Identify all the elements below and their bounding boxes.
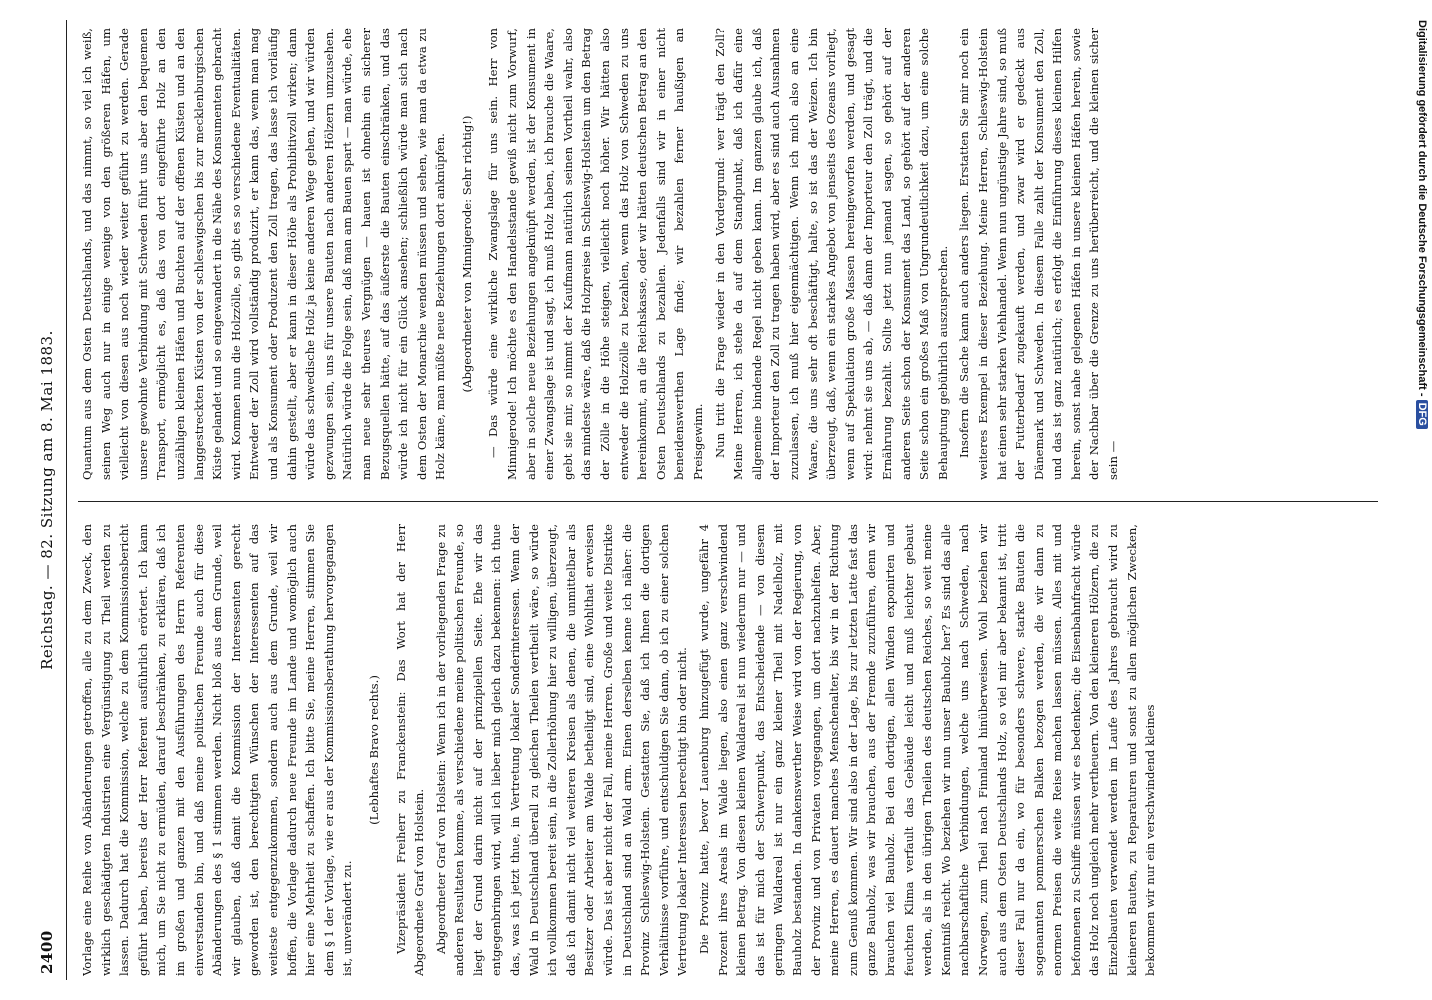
paragraph: Insofern die Sache kann auch anders liegen. Erstatten Sie mir noch ein weiteres Exempel in dieser Beziehung. Meine Herren, Schleswig-Holstein hat einen sehr starken Viehhandel. Wenn nun ungünstige Jahre sind, so muß der Futterbedarf zugekauft werden, und zwar wird er gedeckt aus Dänemark und Schweden. In diesem Falle zahlt der Konsument den Zoll, und das ist ganz natürlich; es erfolgt die Einführung dieses kleinen Hilfen herein, sonst nahe gelegenen Häfen in unsere kleinen Häfen herein, sowie der Nachbar über die Grenze zu uns herüberreicht, und die kleinen sicher sein — [957, 28, 1121, 480]
digitization-text: Digitalisierung gefördert durch die Deutsche Forschungsgemeinschaft - [1416, 20, 1428, 397]
header-rule [66, 20, 67, 980]
page-number: 2400 [38, 930, 56, 974]
dfg-logo: DFG [1416, 400, 1428, 429]
paragraph: Vizepräsident Freiherr zu Franckenstein: Das Wort hat der Herr Abgeordnete Graf von Holstein. [393, 524, 427, 976]
paragraph: Vorlage eine Reihe von Abänderungen getroffen, alle zu dem Zweck, den wirklich geschädigten Industrien eine Vergünstigung zu Theil werden zu lassen. Dadurch hat die Kommission, welche zu dem Kommissionsbericht geführt haben, bereits der Herr Referent ausführlich erörtert. Ich kann mich, um Sie nicht zu ermüden, darauf beschränken, zu erklären, daß ich im großen und ganzen mit den Ausführungen des Herrn Referenten einverstanden bin, und daß meine politischen Freunde auch für diese Abänderungen des § 1 stimmen werden. Nicht bloß aus dem Grunde, weil wir glauben, daß damit die Kommission der Interessenten gerecht geworden ist, den berechtigten Wünschen der Interessenten auf das weiteste entgegenzukommen, sondern auch aus dem Grunde, weil wir hoffen, die Vorlage dadurch neue Freunde im Lande und womöglich auch hier eine Mehrheit zu schaffen. Ich bitte Sie, meine Herren, stimmen Sie dem § 1 der Vorlage, wie er aus der Kommissionsberathung hervorgegangen ist, unverändert zu. [80, 524, 355, 976]
interjection: (Abgeordneter von Minnigerode: Sehr richtig!) [459, 115, 474, 393]
right-column [78, 28, 1378, 480]
paragraph: Abgeordneter Graf von Holstein: Wenn ich in der vorliegenden Frage zu anderen Resultaten komme, als verschiedene meine politischen Freunde, so liegt der Grund darin nicht auf der prinzipiellen Seite. Ehe wir das entgegenbringen wird, will ich lieber mich gleich dazu bekennen: ich thue das, was ich jetzt thue, in Vertretung lokaler Sonderinteressen. Wenn der Wald in Deutschland überall zu gleichen Theilen vertheilt wäre, so würde ich vollkommen bereit sein, in die Zollerhöhung hier zu willigen, überzeugt, daß ich damit nicht viel weiteren Kreisen als denen, die unmittelbar als Besitzer oder Arbeiter am Walde betheiligt sind, eine Wohlthat erweisen würde. Das ist aber nicht der Fall, meine Herren. Große und weite Distrikte in Deutschland sind an Wald arm. Einen derselben kenne ich näher: die Provinz Schleswig-Holstein. Gestatten Sie, daß ich Ihnen die dortigen Verhältnisse vorführe, und entschuldigen Sie dann, ob ich zu einer solchen Vertretung lokaler Interessen berechtigt bin oder nicht. [433, 524, 690, 976]
paragraph: Nun tritt die Frage wieder in den Vordergrund: wer trägt den Zoll? Meine Herren, ich stehe da auf dem Standpunkt, daß ich dafür eine allgemeine bindende Regel nicht geben kann. Im ganzen glaube ich, daß der Importeur den Zoll zu tragen haben wird, aber es sind auch Ausnahmen zuzulassen, ich muß hier eigenmächtigen. Wenn ich mich also an eine Waare, die uns sehr oft beschäftigt, halte, so ist das der Weizen. Ich bin überzeugt, daß, wenn ein starkes Angebot von jenseits des Ozeans vorliegt, wenn auf Spekulation große Massen hereingeworfen werden, und gesagt wird: nehmt sie uns ab, — daß dann der Importeur den Zoll trägt, und die Ernährung bezahlt. Sollte jetzt nun jemand sagen, so gehört auf der anderen Seite schon der Konsument das Land, so gehört auf der anderen Seite schon ein großes Maß von Ungrundeutlichkeit dazu, um eine solche Behauptung gebührlich auszusprechen. [712, 28, 950, 480]
paragraph: Quantum aus dem Osten Deutschlands, und das nimmt, so viel ich weiß, seinen Weg auch nur in einige wenige von den größeren Häfen, um vielleicht von diesen aus noch wieder weiter geführt zu werden. Gerade unsere gewohnte Verbindung mit Schweden führt uns aber den bequemen Transport, ermöglicht es, daß das von dort eingeführte Holz an den unzähligen kleinen Häfen und Buchten auf der offenen Küsten und an den langgestreckten Küsten von der schleswigschen bis zur mecklenburgischen Küste gelandet und so eingewandert in die Nähe des Konsumenten gebracht wird. Kommen nun die Holzzölle, so gibt es so verschiedene Eventualitäten. Entweder der Zoll wird vollständig produzirt, er kann das, wenn man mag und als Konsument oder Produzent den Zoll tragen, das lasse ich vorläufig dahin gestellt, aber er kann in dieser Höhe als Prohibitivzoll wirken; dann würde das schwedische Holz ja keine anderen Wege gehen, und wir würden gezwungen sein, uns für unsere Bauten nach anderen Hölzern umzusehen. Natürlich würde die Folge sein, daß man am Bauen spart — man würde, ehe man neue sehr theures Vergnügen — hauen ist ohnehin ein sicherer Bezugsquellen hätte, auf das äußerste die Bauten einschränken, und das würde ich nicht für ein Glück ansehen; schließlich würde man sich nach dem Osten der Monarchie wenden müssen und sehen, wie man da etwa zu Holz käme, man müßte neue Beziehungen dort anknüpfen. [80, 28, 448, 480]
paragraph: Die Provinz hatte, bevor Lauenburg hinzugefügt wurde, ungefähr 4 Prozent ihres Areals im Walde liegen, also einen ganz verschwindend kleinen Betrag. Von diesen kleinen Waldareal ist nun wiederum nur — und das ist für mich der Schwerpunkt, das Entscheidende — von diesem geringen Waldareal ist nur ein ganz kleiner Theil mit Nadelholz, mit Bauholz bestanden. In dankenswerther Weise wird von der Regierung, von der Provinz und von Privaten vorgegangen, um dort nachzuhelfen. Aber, meine Herren, es dauert manches Menschenalter, bis wir in der Richtung zum Genuß kommen. Wir sind also in der Lage, bis zur letzten Latte fast das ganze Bauholz, was wir brauchen, aus der Fremde zuzuführen, denn wir brauchen viel Bauholz. Bei den dortigen, allen Winden exponirten und feuchten Klima verfault das Gebäude leicht und muß leichter gebaut werden, als in den übrigen Theilen des deutschen Reiches, so weit meine Kenntniß reicht. Wo beziehen wir nun unser Bauholz her? Es sind das alle nachbarschaftliche Verbindungen, welche uns nach Schweden, nach Norwegen, zum Theil nach Finnland hinüberweisen. Wohl beziehen wir auch aus dem Osten Deutschlands Holz, so viel mir aber bekannt ist, tritt dieser Fall nur da ein, wo für besonders schwere, starke Bauten die sogenannten pommerschen Balken bezogen werden, die wir dann zu enormen Preisen die weite Reise machen lassen müssen. Alles mit und befonnenen zu Schiffe müssen wir es bedenken; die Eisenbahnfracht würde das Holz noch ungleich mehr vertheuern. Von den kleineren Hölzern, die zu Einzelbauten verwendet werden im Laufe des Jahres gebraucht wird zu kleineren Bauten, zu Reparaturen und sonst zu allen möglichen Zwecken, bekommen wir nur ein verschwindend kleines [697, 524, 1158, 976]
digitization-sidebar [1406, 20, 1428, 980]
newspaper-page [30, 20, 1390, 980]
page-header [30, 20, 70, 980]
left-column [78, 524, 1378, 976]
column-divider [78, 501, 1378, 502]
page-title: Reichstag. — 82. Sitzung am 8. Mai 1883. [38, 330, 56, 670]
stage-direction: (Lebhaftes Bravo rechts.) [366, 675, 381, 825]
digitization-note [1406, 20, 1428, 980]
paragraph: — Das würde eine wirkliche Zwangslage für uns sein. Herr von Minnigerode! Ich möchte es den Handelsstande gewiß nicht zum Vorwurf, aber in solche neue Beziehungen angeknüpft werden, ist der Konsument in einer Zwangslage ist und sagt, ich muß Holz haben, ich brauche die Waare, gebt sie mir, so nimmt der Kaufmann natürlich seinen Vortheil wahr, also das mindeste wäre, daß die Holzpreise in Schleswig-Holstein um den Betrag der Zölle in die Höhe steigen, vielleicht noch höher. Wir hätten also entweder die Holzzölle zu bezahlen, wenn das Holz von Schweden zu uns hereinkommt, an die Reichskasse, oder wir hätten deutschen Betrag an den Osten Deutschlands zu bezahlen. Jedenfalls sind wir in einer nicht beneidenswerthen Lage finde; wir bezahlen ferner haußigen an Preisgewinn. [486, 28, 705, 480]
